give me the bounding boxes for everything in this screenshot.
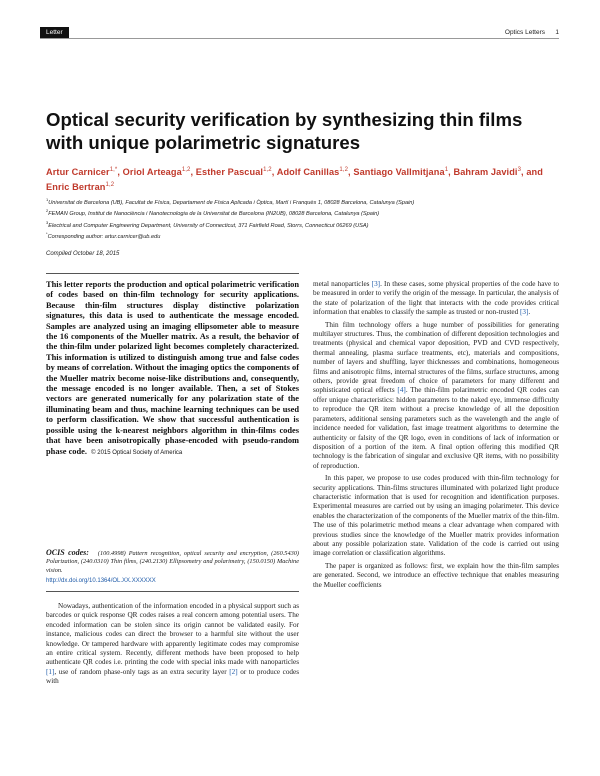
- paragraph: The paper is organized as follows: first, we explain how the thin-film samples are generated. Second, we introduce an effective technique that enables measuring the Mueller coefficients: [313, 561, 559, 589]
- paragraph: metal nanoparticles [3]. In these cases, some physical properties of the code have to be measured in order to verify the origin of the message. In particular, the analysis of the state of polarization of the light that interacts with the code provides critical information that enables to classify the sample as trusted or non-trusted [3].: [313, 280, 559, 317]
- journal-name: Optics Letters: [504, 29, 545, 36]
- citation-link[interactable]: [2]: [229, 667, 238, 676]
- author: Oriol Arteaga$^{1,2}$,: [122, 167, 196, 178]
- citation-link[interactable]: [3]: [371, 280, 381, 288]
- corresponding-author: *Corresponding author: artur.carnicer@ub.edu: [46, 231, 161, 241]
- running-header: [40, 27, 559, 39]
- paper-title: Optical security verification by synthesizing thin films with unique polarimetric signatures: [46, 109, 523, 153]
- left-column: [46, 602, 299, 687]
- copyright: © 2015 Optical Society of America: [91, 449, 183, 456]
- citation-link[interactable]: [4]: [397, 386, 406, 395]
- author: Santiago Vallmitjana$^1$,: [353, 167, 454, 178]
- article-type-tag: Letter: [40, 27, 69, 38]
- author: Enric Bertran$^{1,2}$: [46, 181, 115, 192]
- affiliations: [46, 196, 556, 242]
- doi-link[interactable]: http://dx.doi.org/10.1364/OL.XX.XXXXXX: [46, 578, 156, 584]
- page-number: 1: [555, 29, 559, 36]
- citation-link[interactable]: [1]: [46, 667, 55, 676]
- author: Esther Pascual$^{1,2}$,: [195, 167, 277, 178]
- abstract: This letter reports the production and optical polarimetric verification of codes based on thin-film technology for security applications. Because thin-film structures display distinctive polarization signatures, this data is used to authenticate the message encoded. Samples are analyzed using an imaging ellipsometer able to measure the 16 components of the Mueller matrix. As a result, the behavior of the thin-film under polarized light becomes completely characterized. This information is utilized to distinguish among true and false codes by means of correlation. Without the imaging optics the components of the Mueller matrix become noise-like distributions and, consequently, the message encoded is no longer available. Then, a set of Stokes vectors are generated numerically for any polarization state of the illuminating beam and thus, machine learning techniques can be used to perform classification. We show that successful authentication is possible using the k-nearest neighbors algorithm in thin-films codes that have been anisotropically phase-encoded with pseudo-random phase code. © 2015 Optical Society of America: [46, 280, 299, 456]
- paragraph: In this paper, we propose to use codes produced with thin-film technology for security applications. Thin-films structures illuminated with polarized light produce characteristic information that is used for recognition and identification purposes. Experimental measures are carried out by using an imaging polarimeter. This device enables the characterization of the components of the Mueller matrix of the thin-film. The use of this polarimetric method means a clear advantage when compared with previous studies since the knowledge of the Mueller matrix provides information about any possible polarization state. Validation of the code is carried out using image correlation or classification algorithms.: [313, 474, 559, 558]
- affiliation: $^2$FEMAN Group, Institut de Nanociència i Nanotecnologia de la Universitat de Barcelona (IN2UB), 08028 Barcelona, Catalunya (Spain): [46, 208, 380, 218]
- compiled-date: Compiled October 18, 2015: [46, 251, 120, 257]
- affiliation: $^1$Universitat de Barcelona (UB), Facultat de Física, Departament de Física Aplicada i Òptica, Martí i Franquès 1, 08028 Barcelona, Catalunya (Spain): [46, 197, 415, 206]
- affiliation: $^3$Electrical and Computer Engineering Department, University of Connecticut, 371 Fairfield Road, Storrs, Connecticut 06269 (USA): [46, 219, 369, 229]
- paragraph: Thin film technology offers a huge number of possibilities for generating multilayer structures. Thus, the combination of different deposition technologies and treatments (physical and chemical vapor deposition, PVD and CVD respectively, thermal annealing, plasma surface treatments, etc), materials and compositions, number of layers and shuffling, layer thicknesses and combinations, homogeneous films and anisotropic films, internal structures of the films, surface structures, among others, provide great freedom of choice of parameters for many different and sophisticated optical effects [4]. The thin-film polarimetric encoded QR codes can offer unique characteristics: hidden parameters to the naked eye, immense difficulty to reproduce the QR item without a precise knowledge of all the deposition parameters, additional sensing parameters such as the wavelength and the angle of incidence needed for validation, fast image treatment algorithms to determine the authenticity or falsity of the QR logo, even in conditions of lack of information or disposition of a portion of the item. A final option offering this modified QR technology is the fabrication of singular and exclusive QR items, with no possibility of reproduction.: [313, 320, 559, 470]
- author: Adolf Canillas$^{1,2}$,: [276, 167, 354, 178]
- author-list: [46, 164, 556, 193]
- right-column: [313, 280, 559, 590]
- ocis-codes: OCIS codes: (100.4998) Pattern recognition, optical security and encryption, (260.5430) Polarization, (240.0310) Thin films, (240.2130) Ellipsometry and polarimetry, (150.0150) Machine vision.: [46, 548, 299, 574]
- author: Bahram Javidi$^3$, and: [453, 167, 543, 178]
- ocis-label: OCIS codes:: [46, 548, 89, 557]
- citation-link[interactable]: [3]: [520, 308, 529, 317]
- paragraph: Nowadays, authentication of the information encoded in a physical support such as barcodes or quick response QR codes raises a real concern among potential users. The encoded information can be stolen since its origin cannot be validated easily. For instance, malicious codes can direct the browser to a harmful site without the user knowledge. Or tampered hardware with apparently legitimate codes may compromise an entire critical system. Recently, different methods have been proposed to help authenticate QR codes i.e. printing the code with special inks made with nanoparticles [1], use of random phase-only tags as an extra security layer [2] or to produce codes with: [46, 602, 299, 686]
- author: Artur Carnicer$^{1,*}$,: [46, 167, 123, 178]
- header-rule: [40, 38, 559, 39]
